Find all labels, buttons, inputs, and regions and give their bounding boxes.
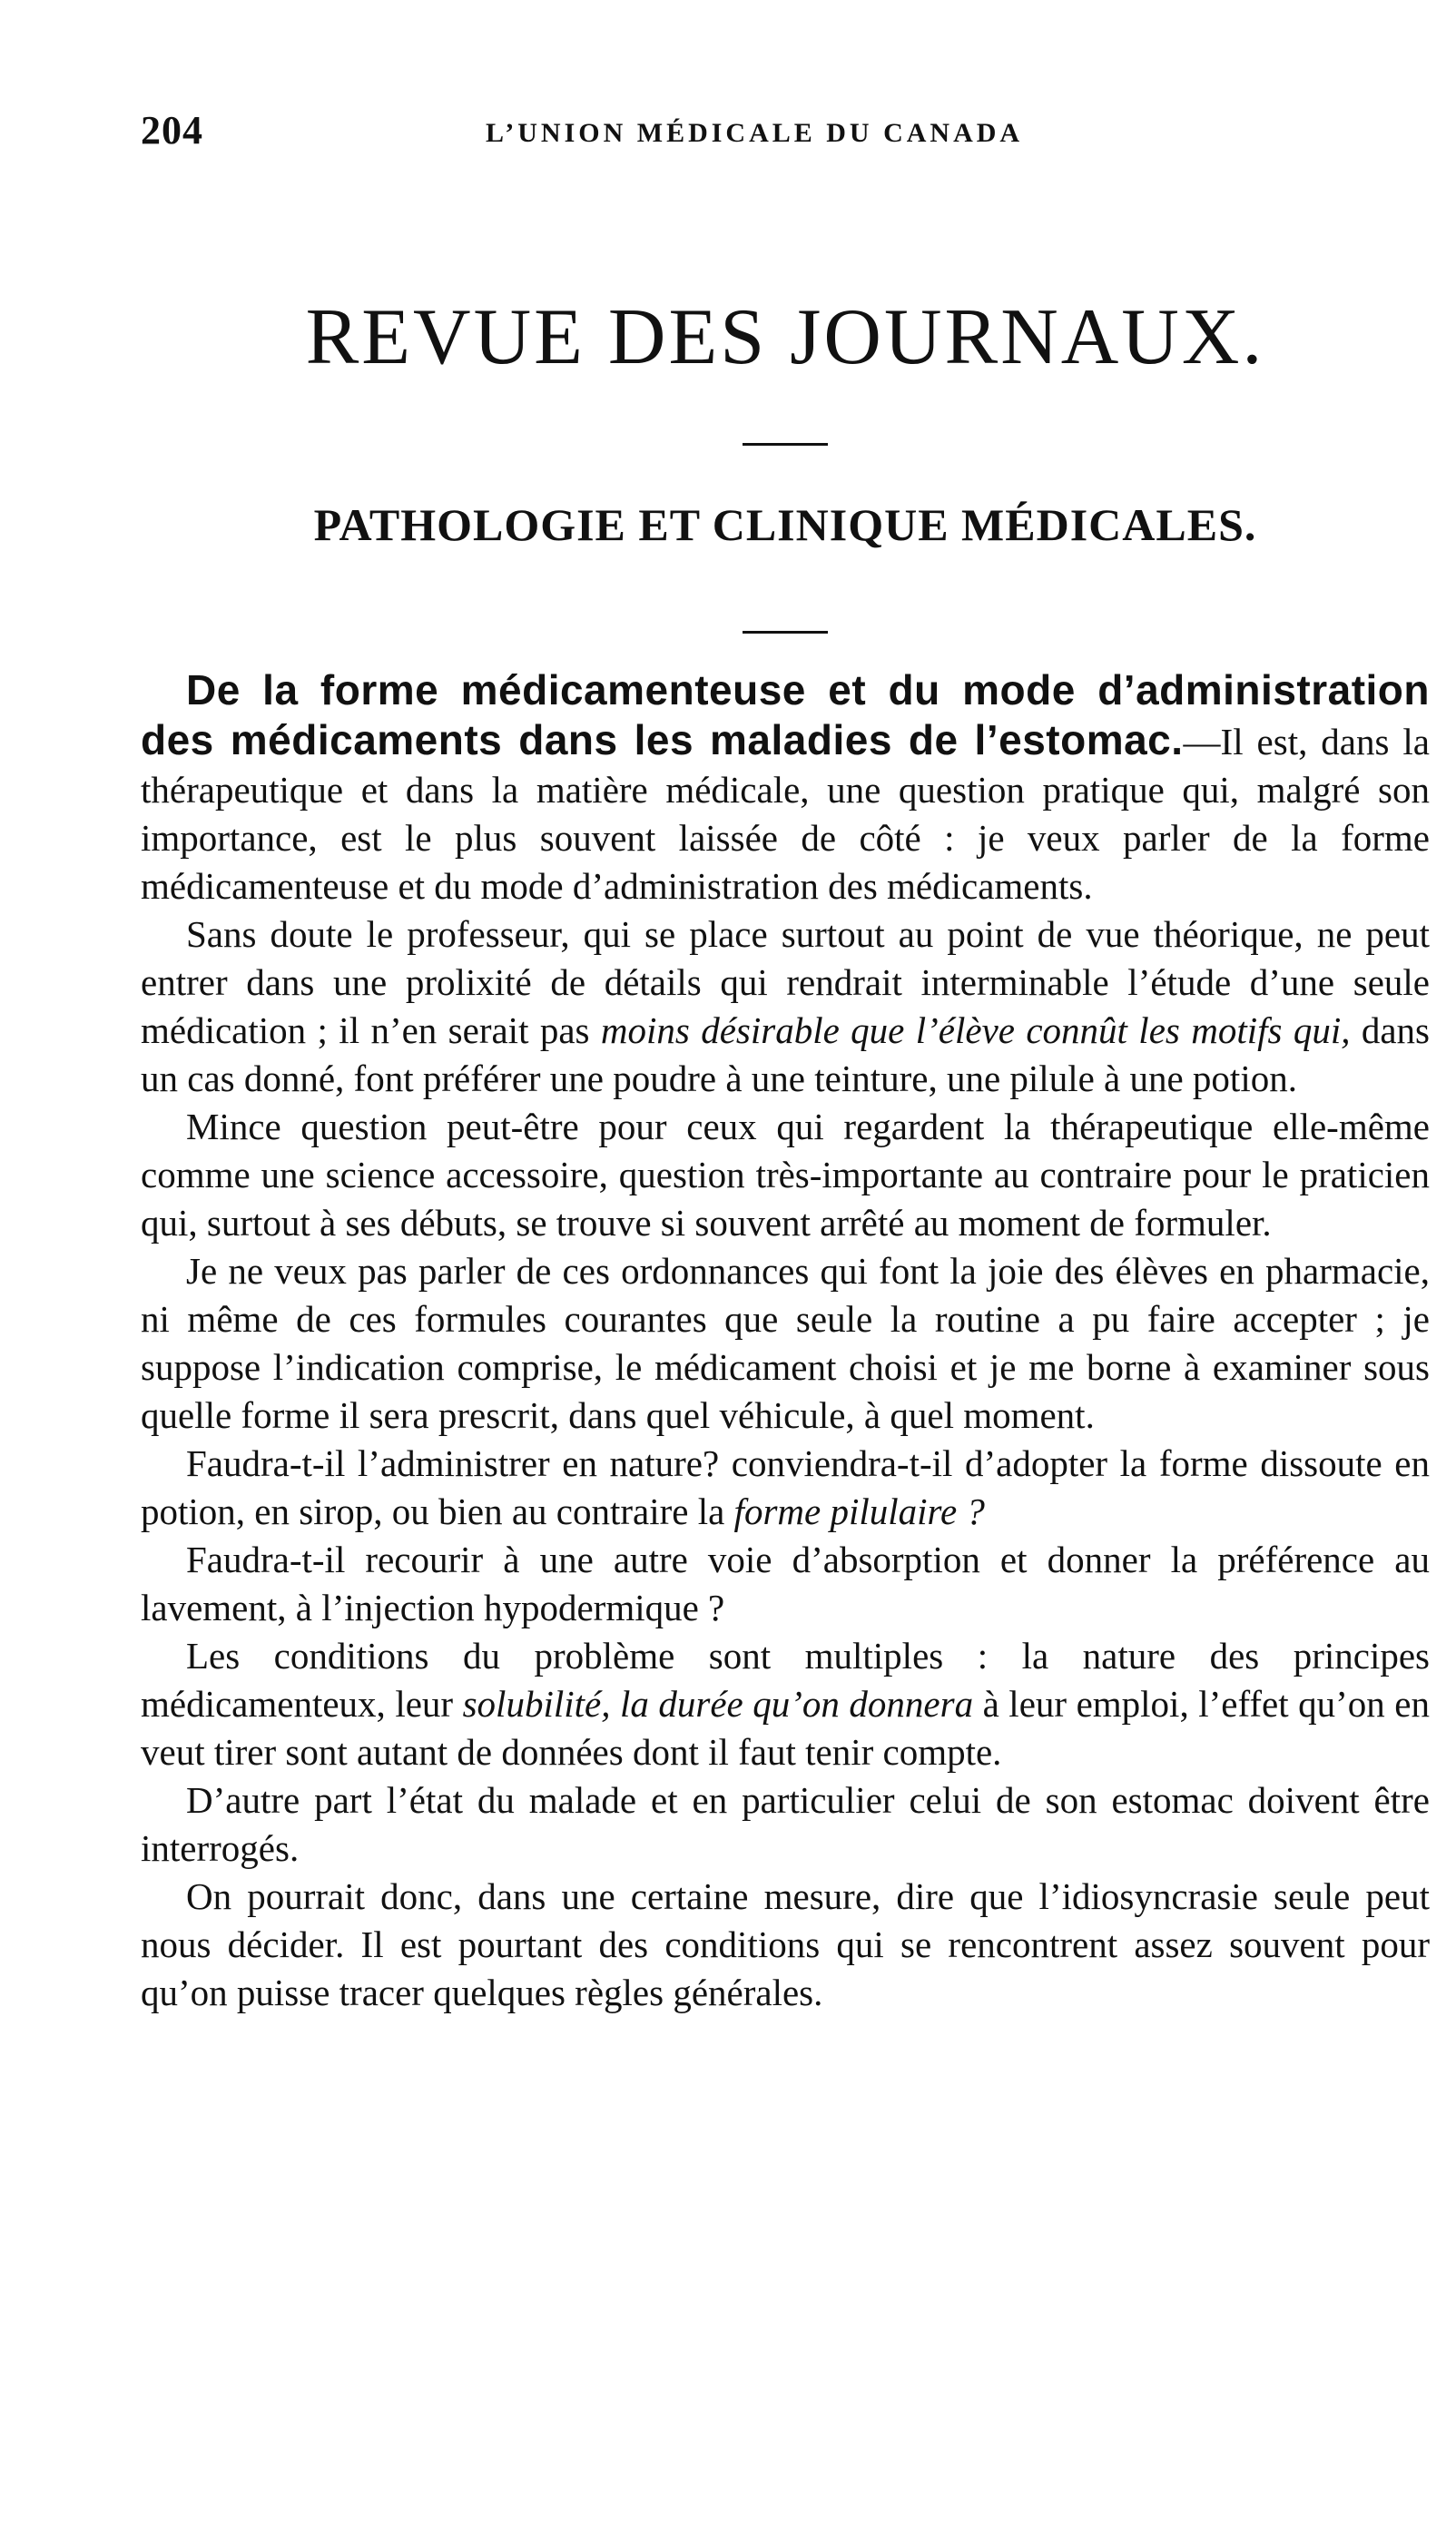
article-title: De la forme médicamenteuse et du mode d’administration des médicaments dans les maladies de l’estomac. xyxy=(141,666,1430,763)
divider-rule xyxy=(743,443,828,446)
paragraph-text: Faudra-t-il l’administrer en nature? conviendra-t-il d’adopter la forme dissoute en potion, en sirop, ou bien au contraire la xyxy=(141,1442,1430,1532)
paragraph: On pourrait donc, dans une certaine mesure, dire que l’idiosyncrasie seule peut nous décider. Il est pourtant des conditions qui se rencontrent assez souvent pour qu’on puisse tracer quelques règles générales. xyxy=(141,1875,1430,2013)
paragraph: Je ne veux pas parler de ces ordonnances qui font la joie des élèves en pharmacie, ni même de ces formules courantes que seule la routine a pu faire accepter ; je suppose l’indication comprise, le médicament choisi et je me borne à examiner sous quelle forme il sera prescrit, dans quel véhicule, à quel moment. xyxy=(141,1250,1430,1436)
paragraph xyxy=(141,1440,1430,1536)
paragraph: D’autre part l’état du malade et en particulier celui de son estomac doivent être interrogés. xyxy=(141,1779,1430,1869)
journal-page xyxy=(141,107,1430,2017)
paragraph xyxy=(141,1632,1430,1776)
italic-text: moins désirable que l’élève connût les motifs qui, xyxy=(600,1009,1351,1051)
italic-text: forme pilulaire ? xyxy=(733,1490,985,1532)
subsection-title: PATHOLOGIE ET CLINIQUE MÉDICALES. xyxy=(313,499,1257,550)
running-head xyxy=(141,107,1430,162)
paragraph-text: Les conditions du problème sont multiples : la nature des principes médicamenteux, leur xyxy=(141,1635,1430,1725)
section-title: REVUE DES JOURNAUX. xyxy=(305,293,1265,381)
paragraph: Mince question peut-être pour ceux qui regardent la thérapeutique elle-même comme une science accessoire, question très-importante au contraire pour le praticien qui, surtout à ses débuts, se trouve si souvent arrêté au moment de formuler. xyxy=(141,1106,1430,1244)
paragraph-text: Sans doute le professeur, qui se place surtout au point de vue théorique, ne peut entrer dans une prolixité de détails qui rendrait interminable l’étude d’une seule médication ; il n’en serait pas xyxy=(141,913,1430,1051)
paragraph-text: —Il est, dans la thérapeutique et dans la matière médicale, une question pratique qui, malgré son importance, est le plus souvent laissée de côté : je veux parler de la forme médicamenteuse et du mode d’administration des médicaments. xyxy=(141,721,1430,907)
page-number: 204 xyxy=(141,108,203,152)
paragraph-text: dans un cas donné, font préférer une poudre à une teinture, une pilule à une potion. xyxy=(141,1009,1431,1099)
journal-title: L’UNION MÉDICALE DU CANADA xyxy=(486,118,1024,148)
paragraph xyxy=(141,666,1430,910)
italic-text: solubilité, la durée qu’on donnera xyxy=(462,1683,974,1725)
divider-rule xyxy=(743,631,828,634)
paragraph-text: à leur emploi, l’effet qu’on en veut tirer sont autant de données dont il faut tenir compte. xyxy=(141,1683,1430,1773)
article-body xyxy=(141,666,1430,2017)
paragraph xyxy=(141,910,1430,1103)
paragraph: Faudra-t-il recourir à une autre voie d’absorption et donner la préférence au lavement, à l’injection hypodermique ? xyxy=(141,1539,1430,1628)
